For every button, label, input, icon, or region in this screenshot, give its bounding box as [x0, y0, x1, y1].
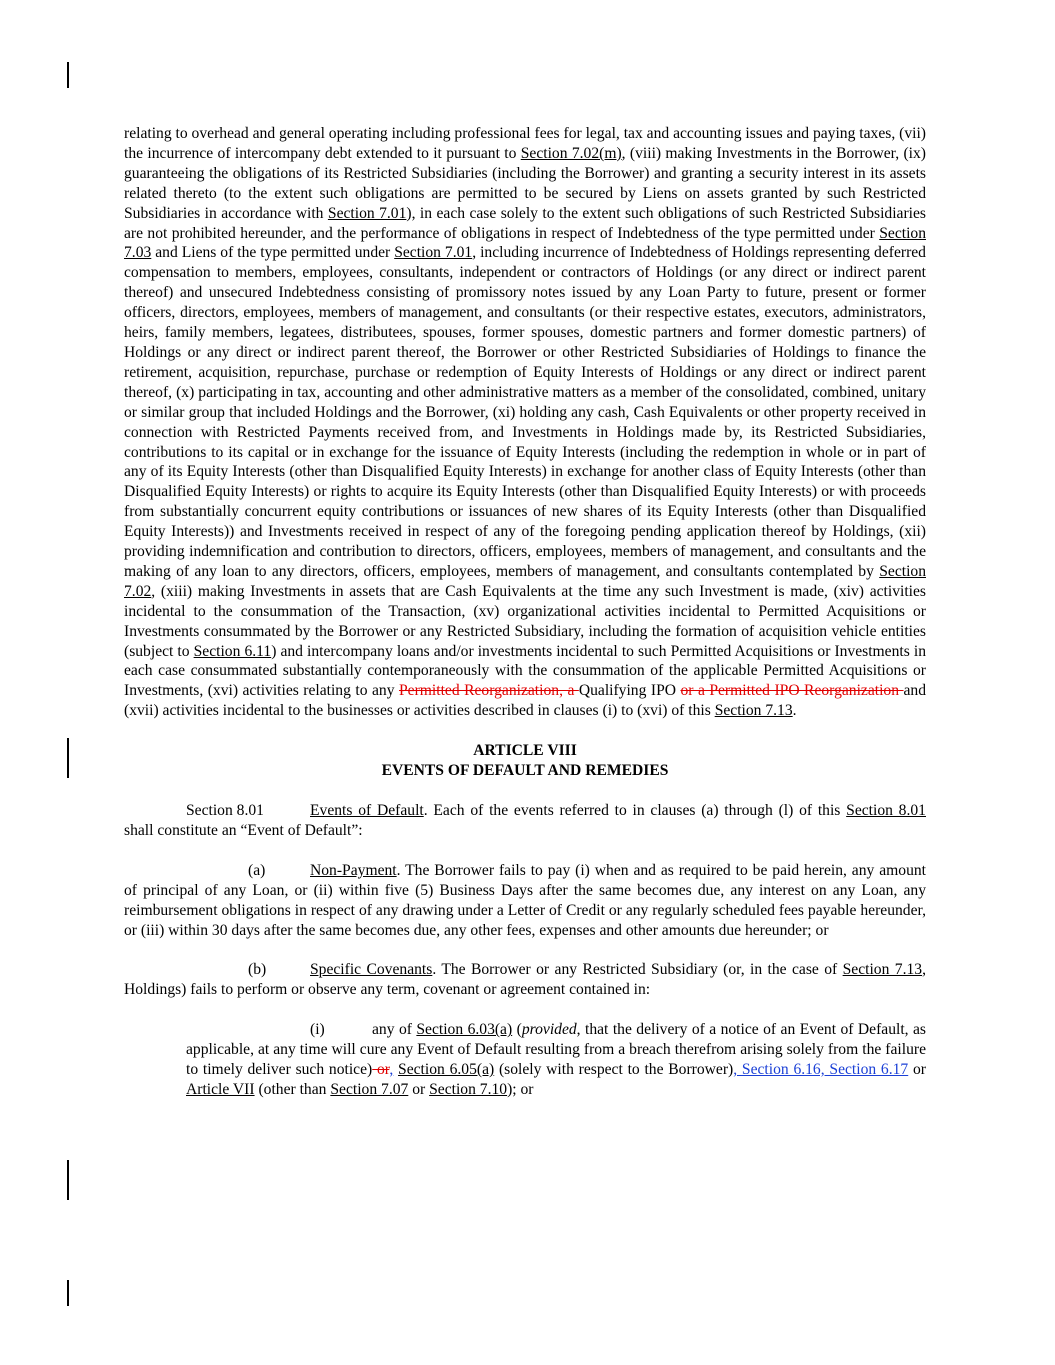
cross-ref: Section 8.01 — [846, 802, 926, 819]
article-title: EVENTS OF DEFAULT AND REMEDIES — [381, 762, 669, 780]
clause-number: (b) — [248, 961, 267, 979]
clause-title: Specific Covenants — [310, 961, 433, 979]
deleted-text: Permitted Reorganization, a — [398, 682, 579, 700]
cross-ref: Section 7.07 — [330, 1080, 409, 1098]
change-bar-section-i — [67, 1160, 69, 1200]
cross-ref: Article VII — [186, 1080, 255, 1098]
clause-b-specific-covenants: (b) Specific Covenants. The Borrower or any Restricted Subsidiary (or, in the case of Section 7.13, Holdings) fails to perform or observe any term, covenant or agreement contained in: — [124, 961, 926, 999]
cross-ref: Section 7.13 — [714, 702, 793, 720]
article-number: ARTICLE VIII — [473, 742, 577, 760]
inserted-text: , — [389, 1061, 394, 1079]
body-paragraph-holdings-activities: relating to overhead and general operating including professional fees for legal, tax and accounting issues and paying taxes, (vii) the incurrence of intercompany debt extended to it pursuant to Section 7.02(m), (viii) making Investments in the Borrower, (ix) guaranteeing the obligations of its Restricted Subsidiaries (including the Borrower) and granting a security interest in its assets related thereto (to the extent such obligations are permitted to be secured by Liens on assets granted by such Restricted Subsidiaries in accordance with Section 7.01), in each case solely to the extent such obligations of such Restricted Subsidiaries are not prohibited hereunder, and the performance of obligations in respect of Indebtedness of the type permitted under Section 7.03 and Liens of the type permitted under Section 7.01, including incurrence of Indebtedness of Holdings representing deferred compensation to members, employees, consultants, independent or contractors of Holdings (or any direct or indirect parent thereof) and unsecured Indebtedness consisting of promissory notes issued by any Loan Party to future, present or former officers, directors, employees, members of management, and consultants (or their respective estates, executors, administrators, heirs, family members, legatees, distributees, spouses, former spouses, domestic partners and former domestic partners) of Holdings or any direct or indirect parent thereof, the Borrower or other Restricted Subsidiaries of Holdings to finance the retirement, acquisition, repurchase, purchase or redemption of Equity Interests of Holdings or any direct or indirect parent thereof, (x) participating in tax, accounting and other administrative matters as a member of the consolidated, combined, unitary or similar group that included Holdings and the Borrower, (xi) holding any cash, Cash Equivalents or other property received in connection with Restricted Payments received from, and Investments in Holdings made by, its Restricted Subsidiaries, contributions to its capital or in exchange for the issuance of Equity Interests (including the redemption in whole or in part of any of its Equity Interests (other than Disqualified Equity Interests) in exchange for another class of Equity Interests (other than Disqualified Equity Interests) or rights to acquire its Equity Interests (other than Disqualified Equity Interests) or with proceeds from substantially concurrent equity contributions or issuances of new shares of its Equity Interests (other than Disqualified Equity Interests)) and Investments received in respect of any of the foregoing pending application thereof by Holdings, (xii) providing indemnification and contribution to directors, officers, employees, members of management, and consultants and the making of any loan to any directors, officers, employees, members of management, and consultants contemplated by Section 7.02, (xiii) making Investments in assets that are Cash Equivalents at the time any such Investment is made, (xiv) activities incidental to the consummation of the Transaction, (xv) organizational activities incidental to Permitted Acquisitions or Investments consummated by the Borrower or any Restricted Subsidiary, including the formation of acquisition vehicle entities (subject to Section 6.11) and intercompany loans and/or investments incidental to such Permitted Acquisitions or Investments in each case consummated substantially contemporaneously with the consummation of the applicable Permitted Acquisitions or Investments, (xvi) activities relating to any Permitted Reorganization, a Qualifying IPO or a Permitted IPO Reorganization and (xvii) activities incidental to the businesses or activities described in clauses (i) to (xvi) of this Section 7.13. — [124, 125, 927, 720]
change-bar-top — [67, 62, 69, 88]
clause-number: (a) — [248, 861, 266, 879]
cross-ref: Section 7.13 — [842, 961, 923, 979]
italic-term: provided — [521, 1021, 577, 1039]
cross-ref: Section 7.01 — [327, 204, 407, 222]
clause-title: Non-Payment — [310, 861, 397, 879]
section-8-01: Section 8.01 Events of Default. Each of the events referred to in clauses (a) through (l) of this Section 8.01 shall constitute an “Event of Default”: — [124, 802, 926, 839]
change-bar-reorganization — [67, 738, 69, 778]
cross-ref: Section 7.10 — [429, 1080, 508, 1098]
clause-a-non-payment: (a) Non-Payment. The Borrower fails to pay (i) when and as required to be paid herein, any amount of principal of any Loan, or (ii) within five (5) Business Days after the same becomes due, any interest on any Loan, any reimbursement obligations in respect of any drawing under a Letter of Credit or any regularly scheduled fees payable hereunder, or (iii) within 30 days after the same becomes due, any other fees, expenses and other amounts due hereunder; or — [124, 861, 926, 939]
deleted-text: or — [372, 1061, 390, 1079]
document-page — [124, 124, 926, 1100]
cross-ref: Section 7.03 — [124, 224, 926, 262]
cross-ref: Section 6.03(a) — [416, 1021, 513, 1039]
cross-ref: Section 7.01 — [394, 244, 473, 262]
inserted-text: , Section 6.16, Section 6.17 — [733, 1061, 909, 1079]
section-number: Section 8.01 — [186, 802, 264, 819]
subclause-i: (i) any of Section 6.03(a) (provided, that the delivery of a notice of an Event of Default, as applicable, at any time will cure any Event of Default resulting from a breach therefrom arising solely from the failure to timely deliver such notice) or, Section 6.05(a) (solely with respect to the Borrower), Section 6.16, Section 6.17 or Article VII (other than Section 7.07 or Section 7.10); or — [186, 1021, 926, 1098]
section-title: Events of Default — [310, 802, 424, 819]
cross-ref: Section 7.02 — [124, 562, 926, 600]
cross-ref: Section 7.02(m) — [520, 144, 622, 162]
change-bar-bottom — [67, 1280, 69, 1306]
cross-ref: Section 6.11 — [193, 642, 272, 660]
deleted-text: or a Permitted IPO Reorganization — [680, 682, 904, 700]
cross-ref: Section 6.05(a) — [398, 1061, 495, 1079]
subclause-number: (i) — [310, 1021, 325, 1039]
